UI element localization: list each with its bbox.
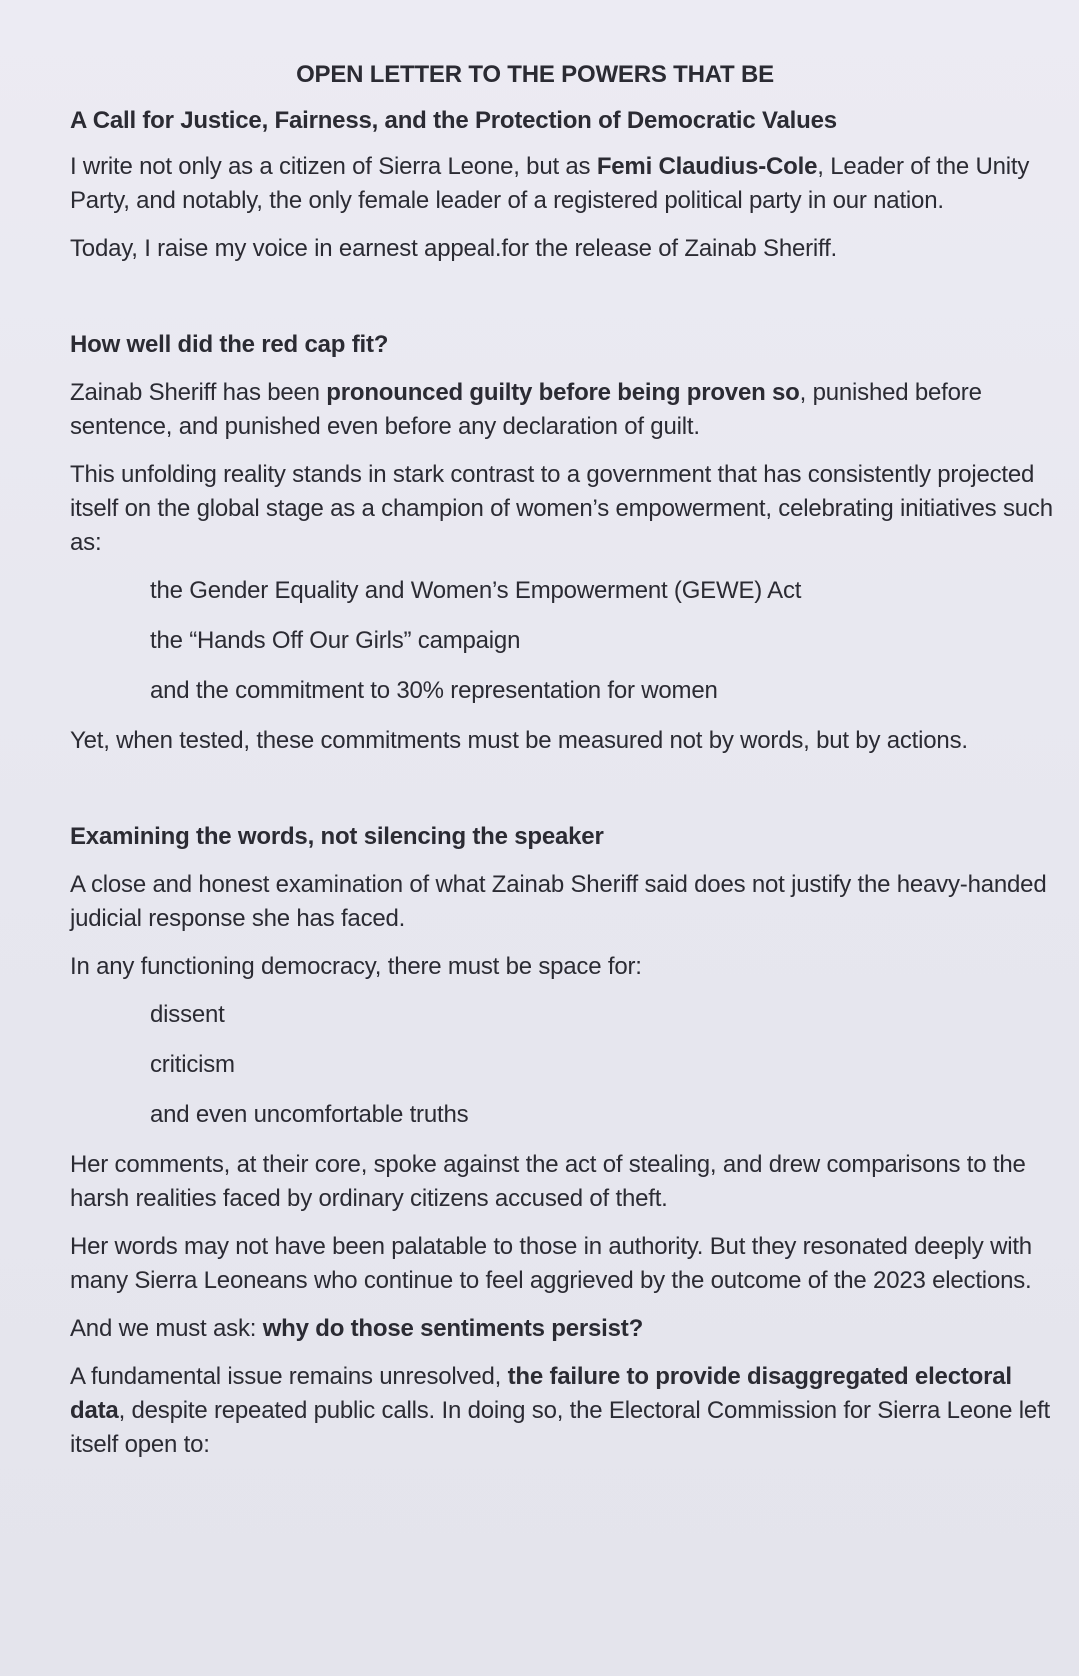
letter-title: OPEN LETTER TO THE POWERS THAT BE [296,61,774,88]
letter-body [70,58,1070,1476]
section1-paragraph-3: Yet, when tested, these commitments must be measured not by words, but by actions. [70,727,968,754]
initiatives-list [150,574,1070,708]
list-item: and the commitment to 30% representation for women [150,677,718,704]
democracy-list [150,998,1070,1132]
letter-subtitle: A Call for Justice, Fairness, and the Protection of Democratic Values [70,107,837,134]
list-item: the Gender Equality and Women’s Empowerment (GEWE) Act [150,577,802,604]
section2-paragraph-6: A fundamental issue remains unresolved, the failure to provide disaggregated electoral data, despite repeated public calls. In doing so, the Electoral Commission for Sierra Leone left itself open to: [70,1363,1051,1458]
section2-paragraph-5: And we must ask: why do those sentiments persist? [70,1315,644,1342]
list-item: the “Hands Off Our Girls” campaign [150,627,521,654]
section1-heading: How well did the red cap fit? [70,331,389,358]
list-item: criticism [150,1051,235,1078]
appeal-paragraph: Today, I raise my voice in earnest appeal.for the release of Zainab Sheriff. [70,235,838,262]
intro-paragraph: I write not only as a citizen of Sierra Leone, but as Femi Claudius-Cole, Leader of the Unity Party, and notably, the only female leader of a registered political party in our nation. [70,153,1030,214]
section2-paragraph-2: In any functioning democracy, there must be space for: [70,953,642,980]
section2-heading: Examining the words, not silencing the speaker [70,823,604,850]
section1-paragraph-1: Zainab Sheriff has been pronounced guilty before being proven so, punished before sentence, and punished even before any declaration of guilt. [70,379,982,440]
section2-paragraph-3: Her comments, at their core, spoke against the act of stealing, and drew comparisons to the harsh realities faced by ordinary citizens accused of theft. [70,1151,1026,1212]
section2-paragraph-4: Her words may not have been palatable to those in authority. But they resonated deeply with many Sierra Leoneans who continue to feel aggrieved by the outcome of the 2023 elections. [70,1233,1032,1294]
list-item: and even uncomfortable truths [150,1101,469,1128]
section1-paragraph-2: This unfolding reality stands in stark contrast to a government that has consistently projected itself on the global stage as a champion of women’s empowerment, celebrating initiatives such as: [70,461,1053,556]
author-name: Femi Claudius-Cole [596,153,818,180]
section2-paragraph-1: A close and honest examination of what Zainab Sheriff said does not justify the heavy-handed judicial response she has faced. [70,871,1047,932]
list-item: dissent [150,1001,225,1028]
